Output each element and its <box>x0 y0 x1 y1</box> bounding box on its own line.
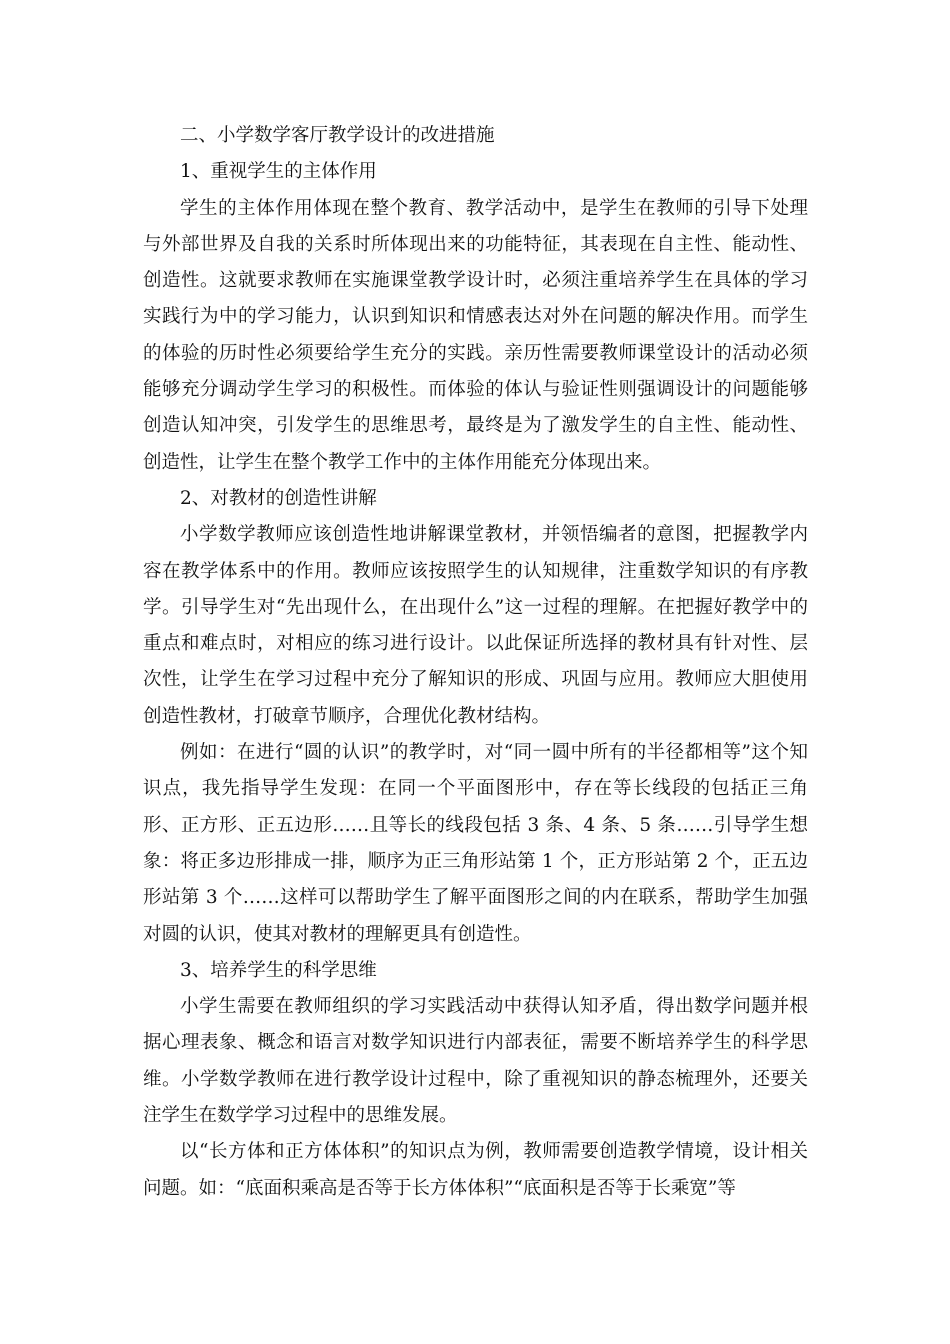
body-paragraph-5: 以“长方体和正方体体积”的知识点为例，教师需要创造教学情境，设计相关问题。如：“底面积乘高是否等于长方体体积”“底面积是否等于长乘宽”等 <box>143 1141 808 1199</box>
body-paragraph-2: 小学数学教师应该创造性地讲解课堂教材，并领悟编者的意图，把握教学内容在教学体系中的作用。教师应该按照学生的认知规律，注重数学知识的有序教学。引导学生对“先出现什么，在出现什么”这一过程的理解。在把握好教学中的重点和难点时，对相应的练习进行设计。以此保证所选择的教材具有针对性、层次性，让学生在学习过程中充分了解知识的形成、巩固与应用。教师应大胆使用创造性教材，打破章节顺序，合理优化教材结构。 <box>143 524 808 727</box>
subsection-heading-3: 3、培养学生的科学思维 <box>180 959 377 981</box>
document-body <box>143 118 808 1207</box>
subsection-heading-1: 1、重视学生的主体作用 <box>180 161 377 183</box>
body-paragraph-1: 学生的主体作用体现在整个教育、教学活动中，是学生在教师的引导下处理与外部世界及自我的关系时所体现出来的功能特征，其表现在自主性、能动性、创造性。这就要求教师在实施课堂教学设计时，必须注重培养学生在具体的学习实践行为中的学习能力，认识到知识和情感表达对外在问题的解决作用。而学生的体验的历时性必须要给学生充分的实践。亲历性需要教师课堂设计的活动必须能够充分调动学生学习的积极性。而体验的体认与验证性则强调设计的问题能够创造认知冲突，引发学生的思维思考，最终是为了激发学生的自主性、能动性、创造性，让学生在整个教学工作中的主体作用能充分体现出来。 <box>143 197 808 473</box>
subsection-heading-2: 2、对教材的创造性讲解 <box>180 487 377 509</box>
body-paragraph-4: 小学生需要在教师组织的学习实践活动中获得认知矛盾，得出数学问题并根据心理表象、概念和语言对数学知识进行内部表征，需要不断培养学生的科学思维。小学数学教师在进行教学设计过程中，除了重视知识的静态梳理外，还要关注学生在数学学习过程中的思维发展。 <box>143 996 808 1127</box>
section-heading: 二、小学数学客厅教学设计的改进措施 <box>180 125 495 146</box>
body-paragraph-3: 例如：在进行“圆的认识”的教学时，对“同一圆中所有的半径都相等”这个知识点，我先指导学生发现：在同一个平面图形中，存在等长线段的包括正三角形、正方形、正五边形……且等长的线段包括 3 条、4 条、5 条……引导学生想象：将正多边形排成一排，顺序为正三角形站第 1 个，正方形站第 2 个，正五边形站第 3 个……这样可以帮助学生了解平面图形之间的内在联系，帮助学生加强对圆的认识，使其对教材的理解更具有创造性。 <box>143 742 808 945</box>
